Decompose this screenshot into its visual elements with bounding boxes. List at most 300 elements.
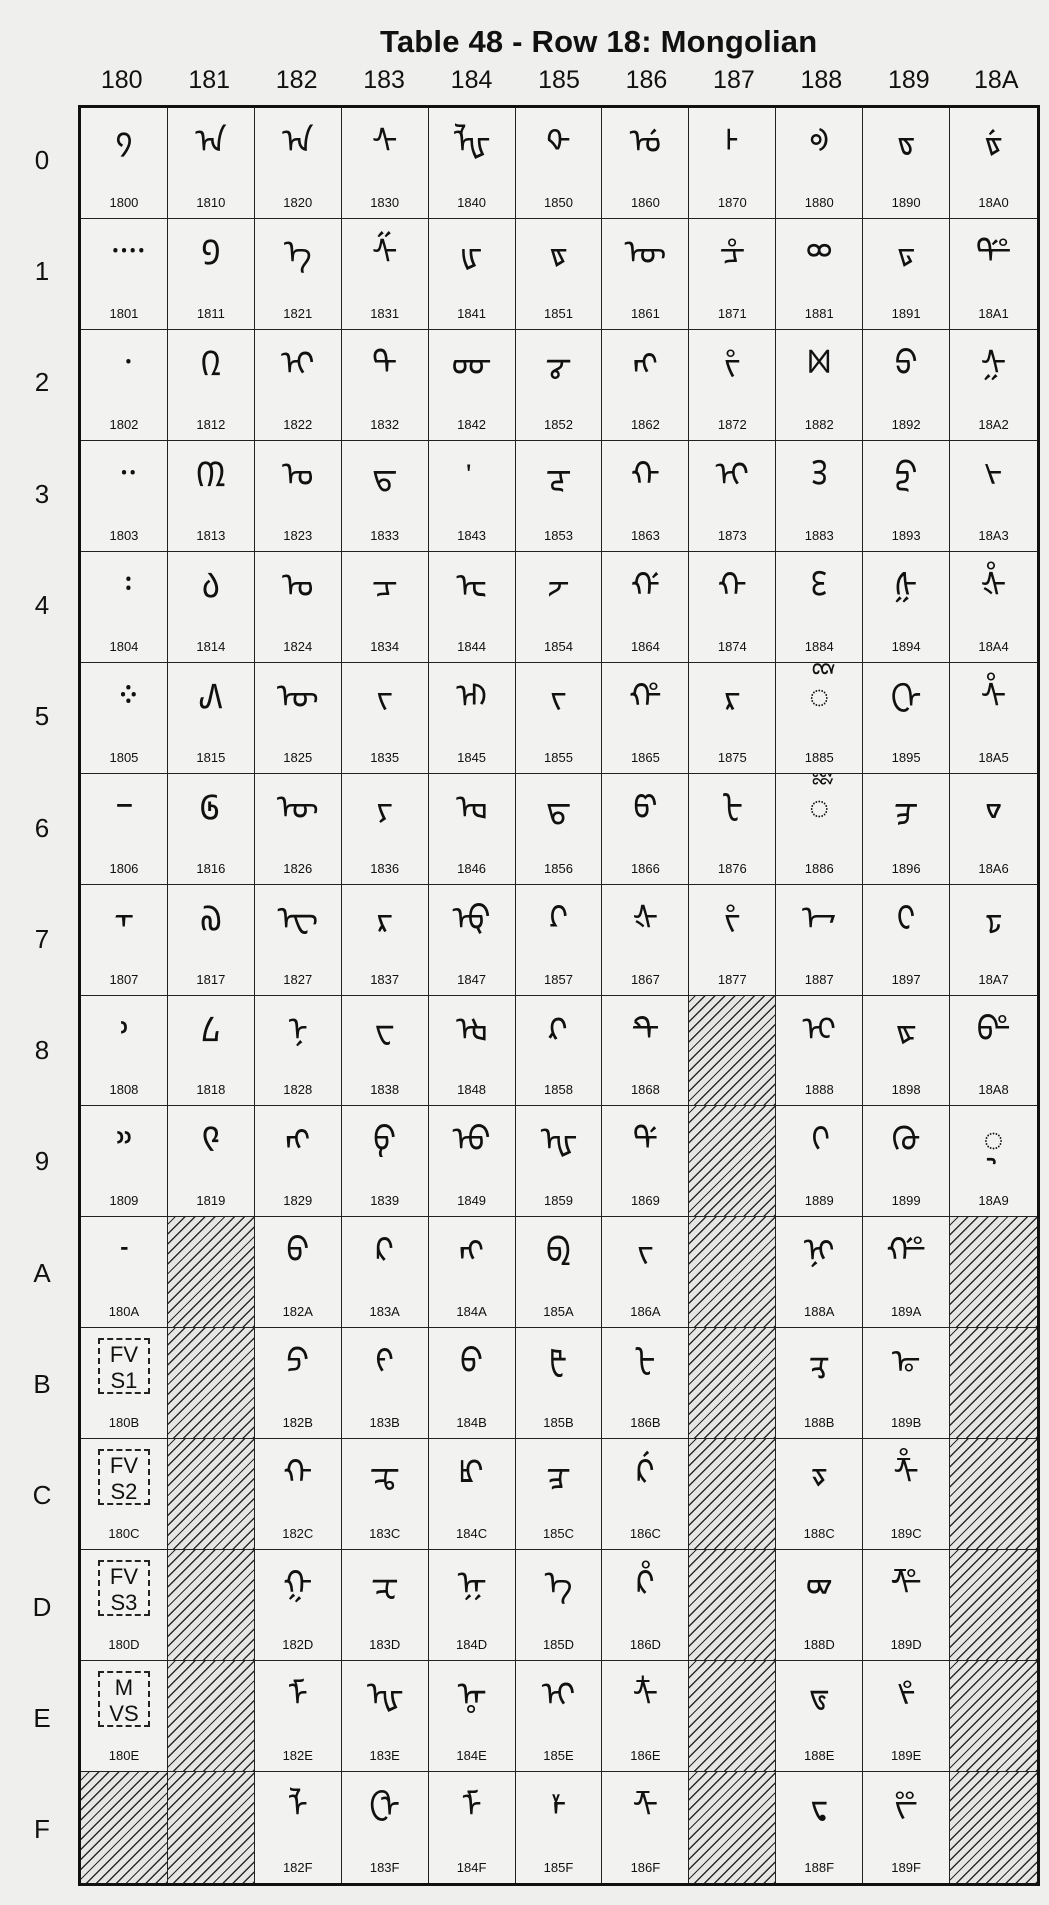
column-header: 188 [800, 66, 843, 94]
unassigned-cell [168, 1439, 255, 1550]
character-glyph: ᠓ [195, 454, 226, 495]
code-point-label: 1866 [630, 860, 660, 876]
code-point-label: 182C [282, 1526, 314, 1542]
unassigned-cell [689, 1217, 776, 1328]
character-glyph: ᢍ [805, 1564, 833, 1605]
character-glyph: ᠫ [286, 1342, 310, 1383]
code-point-label: 1830 [370, 194, 400, 210]
code-point-label: 1875 [717, 749, 747, 765]
code-cell [255, 1328, 342, 1439]
code-cell [81, 1550, 168, 1661]
code-cell [776, 1217, 863, 1328]
code-point-label: 1801 [109, 305, 139, 321]
code-cell [168, 663, 255, 774]
code-point-label: 180B [108, 1415, 140, 1431]
character-glyph: ᡱ [719, 232, 746, 273]
row-header: C [32, 1480, 52, 1511]
character-glyph: ᡡ [624, 232, 667, 273]
code-cell [342, 1106, 429, 1217]
code-cell [342, 1217, 429, 1328]
code-cell [342, 1439, 429, 1550]
abbreviation-line: FV [109, 1453, 139, 1479]
code-point-label: 1870 [717, 194, 747, 210]
code-point-label: 1806 [109, 860, 139, 876]
code-point-label: 183B [369, 1415, 400, 1431]
code-cell [863, 1217, 950, 1328]
code-point-label: 1885 [804, 749, 834, 765]
code-cell [602, 1439, 689, 1550]
code-point-label: 183D [369, 1637, 401, 1653]
code-cell [602, 663, 689, 774]
character-glyph: ᢞ [896, 1675, 916, 1716]
code-point-label: 1836 [370, 860, 400, 876]
code-point-label: 1844 [457, 638, 487, 654]
character-glyph: ᢀ [809, 122, 830, 162]
code-cell [429, 108, 516, 219]
code-point-label: 184C [456, 1526, 488, 1542]
code-point-label: 1887 [804, 971, 834, 987]
code-cell [81, 219, 168, 330]
character-glyph: ᢔ [894, 565, 918, 606]
column-header: 189 [887, 66, 930, 94]
code-point-label: 186A [630, 1304, 661, 1320]
code-cell [429, 1217, 516, 1328]
code-point-label: 18A0 [978, 194, 1009, 210]
code-cell [863, 885, 950, 996]
character-glyph: ᡐ [546, 122, 571, 162]
code-point-label: 1834 [370, 638, 400, 654]
character-glyph: ᡵ [723, 676, 741, 717]
code-cell [950, 108, 1037, 219]
code-cell [255, 1439, 342, 1550]
code-point-label: 180A [108, 1304, 140, 1320]
code-cell [863, 774, 950, 885]
character-glyph: ᠠ [195, 122, 227, 162]
character-glyph: ᢜ [893, 1453, 919, 1494]
code-cell [776, 219, 863, 330]
character-glyph: ᡧ [632, 898, 659, 939]
abbreviation-line: FV [109, 1342, 139, 1368]
character-glyph: ᡜ [546, 1453, 571, 1494]
code-point-label: 1893 [891, 527, 921, 543]
code-point-label: 1825 [283, 749, 313, 765]
code-cell [81, 774, 168, 885]
code-cell [255, 330, 342, 441]
code-cell [255, 1550, 342, 1661]
code-cell [342, 1661, 429, 1772]
code-cell [81, 1217, 168, 1328]
code-point-label: 1808 [109, 1082, 139, 1098]
code-cell [950, 219, 1037, 330]
character-glyph: ᠗ [200, 898, 222, 939]
code-cell [81, 1661, 168, 1772]
code-point-label: 185D [542, 1637, 575, 1653]
code-cell [863, 1439, 950, 1550]
character-glyph: ᡑ [549, 232, 568, 273]
code-cell [689, 552, 776, 663]
code-point-label: 1854 [544, 638, 573, 654]
code-point-label: 1818 [196, 1082, 226, 1098]
unassigned-cell [950, 1661, 1037, 1772]
unassigned-cell [168, 1217, 255, 1328]
character-glyph: ᠙ [201, 1120, 220, 1161]
character-glyph: ᢢ [980, 343, 1007, 384]
code-cell [81, 663, 168, 774]
code-point-label: 183F [369, 1860, 400, 1875]
code-cell [342, 108, 429, 219]
character-glyph: ᢉ [809, 1120, 829, 1161]
control-abbreviation [98, 1338, 150, 1394]
code-cell [776, 996, 863, 1107]
code-point-label: 1868 [630, 1082, 660, 1098]
character-glyph: ᠄ [117, 565, 131, 606]
code-cell [863, 552, 950, 663]
code-cell [168, 1106, 255, 1217]
character-glyph: ᡗ [548, 898, 569, 939]
character-glyph: ᡝ [544, 1564, 573, 1605]
character-glyph: ᠬ [283, 1453, 313, 1494]
code-point-label: 1803 [109, 527, 139, 543]
code-point-label: 1812 [196, 416, 226, 432]
code-point-label: 1889 [804, 1193, 834, 1209]
code-point-label: 1804 [109, 638, 139, 654]
character-glyph: ᡇ [452, 898, 491, 939]
character-glyph: ᡢ [632, 343, 658, 384]
character-glyph: ᠅ [111, 676, 137, 717]
character-glyph: ᡁ [460, 232, 483, 273]
character-glyph: ᠒ [200, 343, 222, 384]
code-cell [342, 330, 429, 441]
character-glyph: ᠷ [376, 898, 394, 939]
code-point-label: 1842 [457, 416, 487, 432]
unassigned-cell [689, 1328, 776, 1439]
code-point-label: 1895 [891, 749, 921, 765]
code-cell [516, 774, 603, 885]
code-cell [602, 330, 689, 441]
character-glyph: ᡚ [545, 1231, 572, 1272]
code-point-label: 18A7 [978, 971, 1009, 987]
character-glyph: ᠃ [112, 454, 136, 495]
character-glyph: ᢙ [891, 1120, 921, 1161]
abbreviation-line: VS [109, 1701, 139, 1727]
code-cell [342, 996, 429, 1107]
code-point-label: 188B [804, 1415, 835, 1431]
code-cell [776, 1550, 863, 1661]
row-header: 9 [34, 1146, 50, 1177]
code-cell [863, 219, 950, 330]
code-point-label: 1822 [283, 416, 313, 432]
character-glyph: ᠽ [370, 1564, 399, 1605]
code-cell [81, 441, 168, 552]
code-point-label: 1897 [891, 971, 921, 987]
code-cell [342, 663, 429, 774]
character-glyph: ᢨ [976, 1009, 1011, 1050]
code-cell [776, 774, 863, 885]
code-cell [950, 1106, 1037, 1217]
code-cell [429, 1661, 516, 1772]
code-point-label: 189E [890, 1748, 922, 1764]
code-cell [516, 108, 603, 219]
character-glyph: ᡄ [456, 565, 487, 606]
code-cell [602, 1661, 689, 1772]
character-glyph: ᠲ [372, 343, 398, 384]
character-glyph: ᡥ [629, 676, 662, 717]
code-point-label: 1824 [283, 638, 313, 654]
code-point-label: 1828 [283, 1082, 313, 1098]
character-glyph: ᡦ [633, 787, 658, 828]
code-cell [689, 774, 776, 885]
code-point-label: 180C [108, 1526, 140, 1542]
character-glyph: ᢂ [807, 343, 831, 384]
character-glyph: ᠊ [121, 1231, 127, 1272]
code-cell [776, 1772, 863, 1883]
code-cell [342, 552, 429, 663]
code-cell [255, 219, 342, 330]
unassigned-cell [950, 1217, 1037, 1328]
character-glyph: ᠸ [374, 1009, 395, 1050]
abbreviation-line: S2 [110, 1479, 138, 1505]
character-glyph: ᢧ [984, 898, 1003, 939]
character-glyph: ᡊ [459, 1231, 485, 1272]
code-cell [863, 1661, 950, 1772]
character-glyph: ᠦ [276, 787, 319, 828]
code-cell [429, 219, 516, 330]
code-point-label: 1814 [196, 638, 226, 654]
character-glyph: ᠨ [287, 1009, 308, 1050]
column-header: 185 [538, 66, 580, 94]
abbreviation-line: FV [109, 1564, 139, 1590]
code-cell [255, 441, 342, 552]
character-glyph: ᢓ [894, 454, 918, 495]
character-glyph: ᡏ [461, 1786, 482, 1827]
code-cell [429, 663, 516, 774]
character-glyph: ᠢ [280, 343, 315, 384]
page-title: Table 48 - Row 18: Mongolian [380, 24, 818, 59]
code-point-label: 1802 [109, 416, 139, 432]
character-glyph: ᡶ [721, 787, 744, 828]
character-glyph: ᠣ [281, 454, 314, 495]
code-point-label: 1835 [370, 749, 400, 765]
code-cell [950, 552, 1037, 663]
character-glyph: ᡆ [456, 787, 488, 828]
code-cell [516, 1550, 603, 1661]
code-cell [863, 441, 950, 552]
code-cell [168, 885, 255, 996]
code-point-label: 185A [543, 1304, 574, 1320]
code-cell [863, 996, 950, 1107]
character-glyph: ᡩ [632, 1120, 659, 1161]
code-cell [429, 996, 516, 1107]
code-cell [863, 1550, 950, 1661]
character-glyph: ᢅ [809, 676, 830, 717]
code-cell [168, 996, 255, 1107]
code-cell [255, 552, 342, 663]
code-point-label: 1874 [717, 638, 747, 654]
code-cell [429, 774, 516, 885]
code-point-label: 189A [890, 1304, 922, 1320]
code-cell [342, 1772, 429, 1883]
code-cell [255, 1217, 342, 1328]
code-point-label: 1852 [544, 416, 573, 432]
code-point-label: 1848 [457, 1082, 487, 1098]
character-glyph: ᢈ [802, 1009, 837, 1050]
column-header: 184 [450, 66, 493, 94]
code-point-label: 1880 [804, 194, 834, 210]
code-point-label: 1837 [370, 971, 400, 987]
code-point-label: 1849 [457, 1193, 487, 1209]
character-glyph [429, 455, 515, 495]
code-cell [863, 330, 950, 441]
code-point-label: 1847 [457, 971, 487, 987]
code-cell [776, 441, 863, 552]
code-point-label: 1876 [717, 860, 747, 876]
code-point-label: 1810 [196, 194, 226, 210]
character-glyph: ᢠ [984, 122, 1003, 162]
character-glyph: ᠼ [369, 1453, 400, 1494]
character-glyph: ᠁ [104, 232, 144, 273]
column-header: 186 [625, 66, 668, 94]
code-point-label: 186F [630, 1860, 661, 1875]
code-point-label: 1890 [891, 194, 921, 210]
code-point-label: 1840 [457, 194, 487, 210]
character-glyph: ᢎ [808, 1675, 830, 1716]
row-header: 2 [34, 367, 50, 398]
code-point-label: 1891 [891, 305, 921, 321]
code-point-label: 1863 [630, 527, 660, 543]
character-glyph: ᠻ [375, 1342, 395, 1383]
character-glyph: ᠴ [371, 565, 398, 606]
code-point-label: 1817 [196, 971, 226, 987]
code-cell [342, 885, 429, 996]
character-glyph: ᢌ [810, 1453, 828, 1494]
code-cell [516, 441, 603, 552]
row-header: 7 [34, 923, 50, 954]
code-cell [776, 1106, 863, 1217]
code-cell [516, 1328, 603, 1439]
row-header: 3 [34, 478, 50, 509]
code-cell [342, 1328, 429, 1439]
code-cell [516, 330, 603, 441]
code-point-label: 1877 [717, 971, 747, 987]
row-header: F [34, 1814, 50, 1845]
code-cell [950, 330, 1037, 441]
code-point-label: 1813 [196, 527, 226, 543]
code-point-label: 182F [282, 1860, 313, 1875]
code-cell [776, 552, 863, 663]
character-glyph: ᡣ [630, 454, 661, 495]
character-glyph: ᠕ [198, 676, 223, 717]
code-cell [255, 1661, 342, 1772]
code-point-label: 189C [890, 1526, 922, 1542]
code-cell [950, 885, 1037, 996]
code-point-label: 18A3 [978, 527, 1009, 543]
code-cell [342, 774, 429, 885]
code-cell [255, 774, 342, 885]
code-point-label: 1807 [109, 971, 139, 987]
abbreviation-line: M [114, 1675, 134, 1701]
code-cell [602, 552, 689, 663]
code-cell [776, 1328, 863, 1439]
code-point-label: 1872 [717, 416, 747, 432]
character-glyph: ᡂ [451, 343, 492, 384]
code-point-label: 1851 [544, 305, 573, 321]
character-glyph: ᡍ [456, 1564, 487, 1605]
character-glyph: ᡅ [456, 676, 487, 717]
character-glyph: ᢕ [890, 676, 922, 717]
character-glyph: ᠮ [287, 1675, 308, 1716]
code-point-label: 184A [456, 1304, 487, 1320]
code-point-label: 1894 [891, 638, 921, 654]
unassigned-cell [950, 1328, 1037, 1439]
character-glyph: ᡤ [630, 565, 661, 606]
code-point-label: 1826 [283, 860, 313, 876]
code-point-label: 1831 [370, 305, 400, 321]
code-point-label: 185C [542, 1526, 575, 1542]
character-glyph: ᠰ [371, 122, 398, 162]
character-glyph: ᢣ [984, 454, 1003, 495]
character-glyph: ᡟ [550, 1786, 567, 1827]
code-cell [342, 1550, 429, 1661]
abbreviation-line: S1 [110, 1368, 138, 1394]
code-point-label: 18A6 [978, 860, 1009, 876]
code-point-label: 183A [369, 1304, 400, 1320]
code-cell [81, 996, 168, 1107]
code-point-label: 1846 [457, 860, 487, 876]
code-point-label: 180E [108, 1748, 140, 1764]
code-point-label: 1827 [283, 971, 313, 987]
code-cell [776, 885, 863, 996]
character-glyph: ᢄ [811, 565, 828, 606]
code-point-label: 1819 [196, 1193, 226, 1209]
character-glyph: ᠠ [281, 122, 314, 162]
code-point-label: 182A [282, 1304, 313, 1320]
code-cell [255, 1772, 342, 1883]
character-glyph: ᡮ [632, 1675, 659, 1716]
code-point-label: 18A1 [978, 305, 1009, 321]
column-header: 182 [275, 66, 318, 94]
code-point-label: 183E [369, 1748, 400, 1764]
code-point-label: 182D [282, 1637, 314, 1653]
character-glyph: ᡓ [545, 454, 572, 495]
unassigned-cell [689, 1106, 776, 1217]
code-point-label: 186D [629, 1637, 661, 1653]
code-point-label: 188D [803, 1637, 835, 1653]
unassigned-cell [689, 996, 776, 1107]
control-abbreviation [98, 1449, 150, 1505]
character-glyph: ᠂ [117, 343, 131, 384]
row-header: 1 [34, 255, 50, 286]
code-point-label: 184E [456, 1748, 487, 1764]
column-header: 18A [974, 66, 1019, 94]
code-cell [689, 663, 776, 774]
code-cell [429, 441, 516, 552]
code-cell [602, 996, 689, 1107]
code-point-label: 1850 [544, 194, 573, 210]
code-point-label: 18A9 [978, 1193, 1009, 1209]
code-point-label: 1811 [196, 305, 225, 321]
code-cell [602, 774, 689, 885]
character-glyph: ᠇ [113, 898, 135, 939]
character-glyph: ᠡ [283, 232, 312, 273]
row-header: A [33, 1257, 51, 1288]
character-glyph: ᠩ [285, 1120, 311, 1161]
code-point-label: 1899 [891, 1193, 921, 1209]
character-glyph: ᡬ [636, 1453, 655, 1494]
unassigned-cell [168, 1328, 255, 1439]
code-point-label: 1873 [717, 527, 747, 543]
character-glyph: ᡉ [452, 1120, 491, 1161]
code-point-label: 1832 [370, 416, 400, 432]
